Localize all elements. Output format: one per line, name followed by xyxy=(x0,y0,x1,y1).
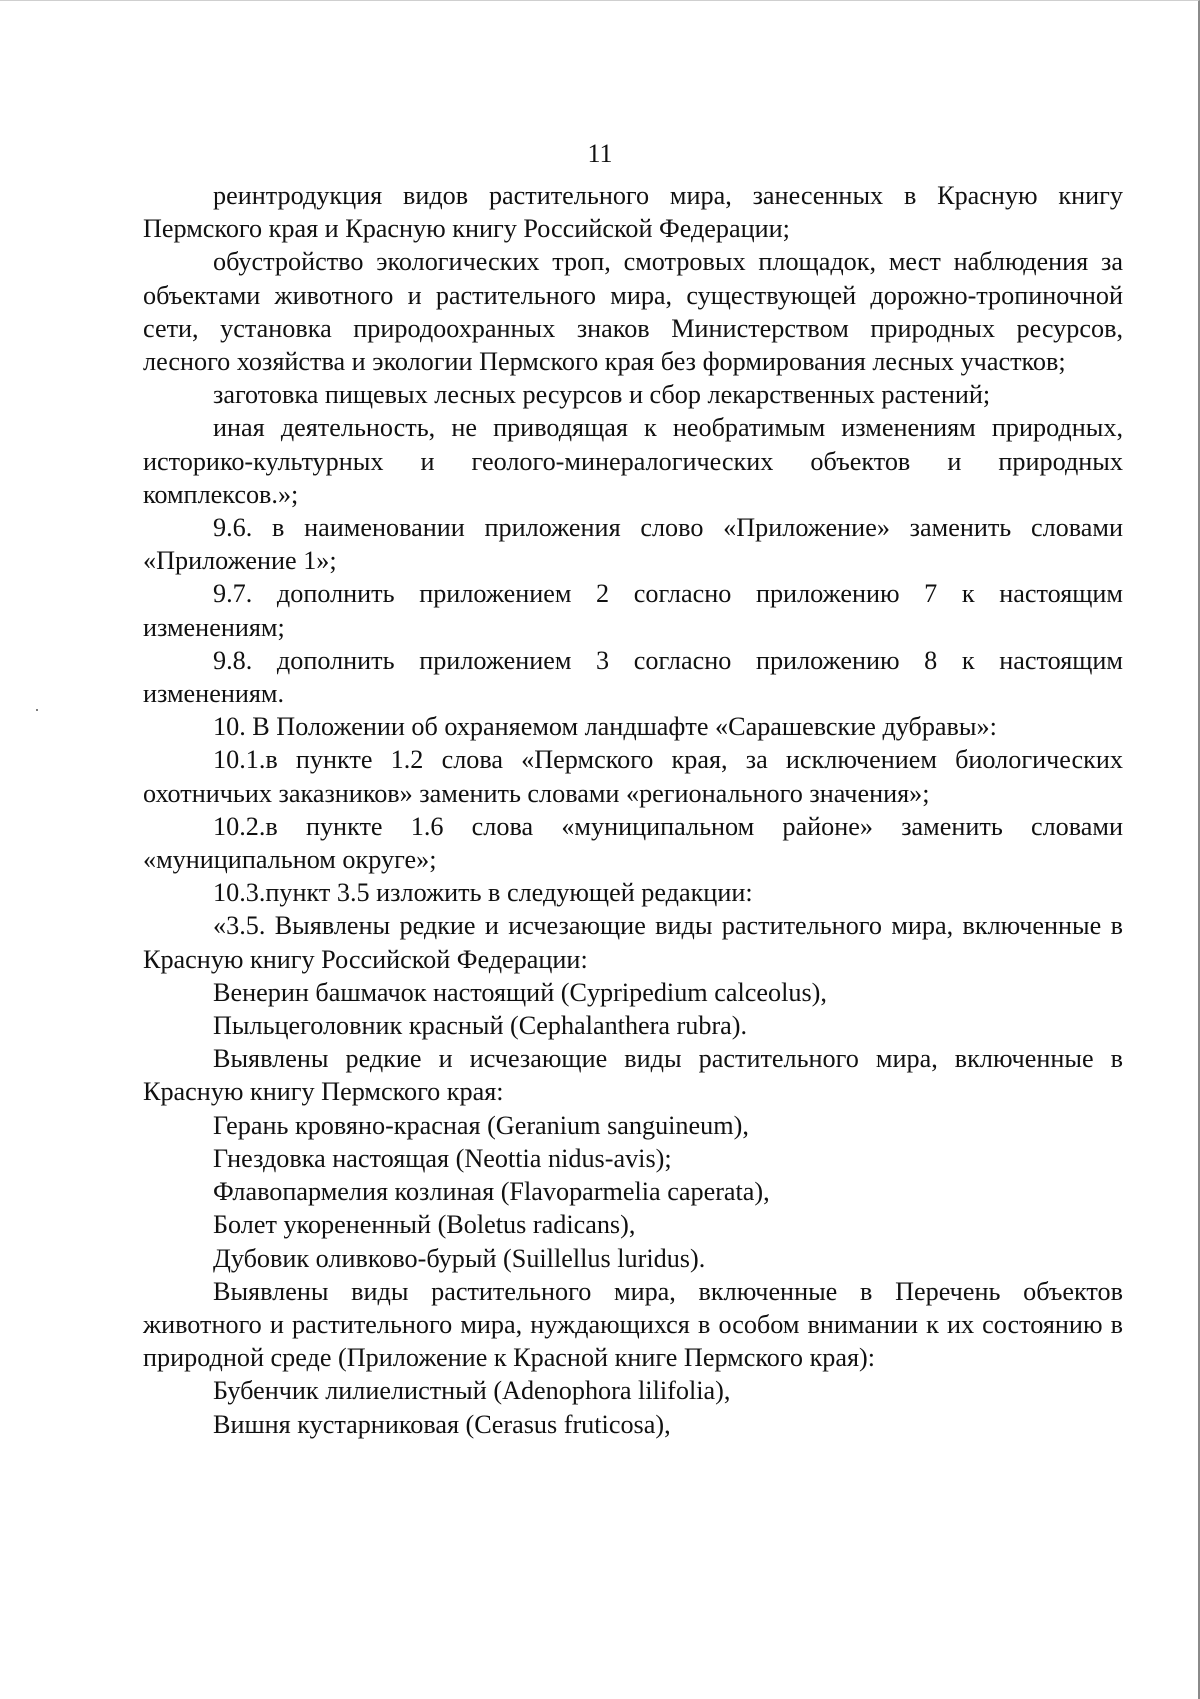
paragraph: 9.8. дополнить приложением 3 согласно приложению 8 к настоящим изменениям. xyxy=(143,645,1123,709)
species-list-item: Пыльцеголовник красный (Cephalanthera rubra). xyxy=(213,1011,748,1041)
paragraph: 10.1.в пункте 1.2 слова «Пермского края, за исключением биологических охотничьих заказников» заменить словами «регионального значения»; xyxy=(143,745,1123,808)
page-number: 11 xyxy=(587,139,613,168)
paragraph: Выявлены редкие и исчезающие виды растительного мира, включенные в Красную книгу Пермского края: xyxy=(143,1044,1123,1107)
species-list-item: Дубовик оливково-бурый (Suillellus luridus). xyxy=(213,1243,706,1273)
paragraph: «3.5. Выявлены редкие и исчезающие виды растительного мира, включенные в Красную книгу Российской Федерации: xyxy=(143,911,1123,974)
species-list-item: Болет укорененный (Boletus radicans), xyxy=(213,1210,636,1240)
paragraph: Выявлены виды растительного мира, включенные в Перечень объектов животного и растительного мира, нуждающихся в особом внимании к их состоянию в природной среде (Приложение к Красной книге Пермского края): xyxy=(143,1276,1123,1373)
paragraph: 10. В Положении об охраняемом ландшафте «Сарашевские дубравы»: xyxy=(213,712,997,742)
species-list-item: Гнездовка настоящая (Neottia nidus-avis); xyxy=(213,1143,672,1173)
species-list-item: Флавопармелия козлиная (Flavoparmelia caperata), xyxy=(213,1177,770,1207)
species-list-item: Венерин башмачок настоящий (Cypripedium calceolus), xyxy=(213,977,827,1007)
document-body xyxy=(143,179,1123,1441)
paragraph: 9.6. в наименовании приложения слово «Приложение» заменить словами «Приложение 1»; xyxy=(143,513,1123,576)
paragraph: иная деятельность, не приводящая к необратимым изменениям природных, историко-культурных и геолого-минералогических объектов и природных комплексов.»; xyxy=(143,413,1123,509)
species-list-item: Вишня кустарниковая (Cerasus fruticosa), xyxy=(213,1409,671,1439)
paragraph: 10.2.в пункте 1.6 слова «муниципальном районе» заменить словами «муниципальном округе»; xyxy=(143,811,1123,875)
paragraph: 9.7. дополнить приложением 2 согласно приложению 7 к настоящим изменениям; xyxy=(143,579,1123,642)
species-list-item: Бубенчик лилиелистный (Adenophora lilifolia), xyxy=(213,1376,731,1406)
species-list-item: Герань кровяно-красная (Geranium sanguineum), xyxy=(213,1110,749,1140)
paragraph: реинтродукция видов растительного мира, занесенных в Красную книгу Пермского края и Красную книгу Российской Федерации; xyxy=(143,181,1123,244)
paragraph: обустройство экологических троп, смотровых площадок, мест наблюдения за объектами животного и растительного мира, существующей дорожно-тропиночной сети, установка природоохранных знаков Министерством природных ресурсов, лесного хозяйства и экологии Пермского края без формирования лесных участков; xyxy=(143,247,1123,377)
scan-speck xyxy=(36,709,38,711)
paragraph: 10.3.пункт 3.5 изложить в следующей редакции: xyxy=(213,878,753,908)
paragraph: заготовка пищевых лесных ресурсов и сбор лекарственных растений; xyxy=(213,380,991,410)
